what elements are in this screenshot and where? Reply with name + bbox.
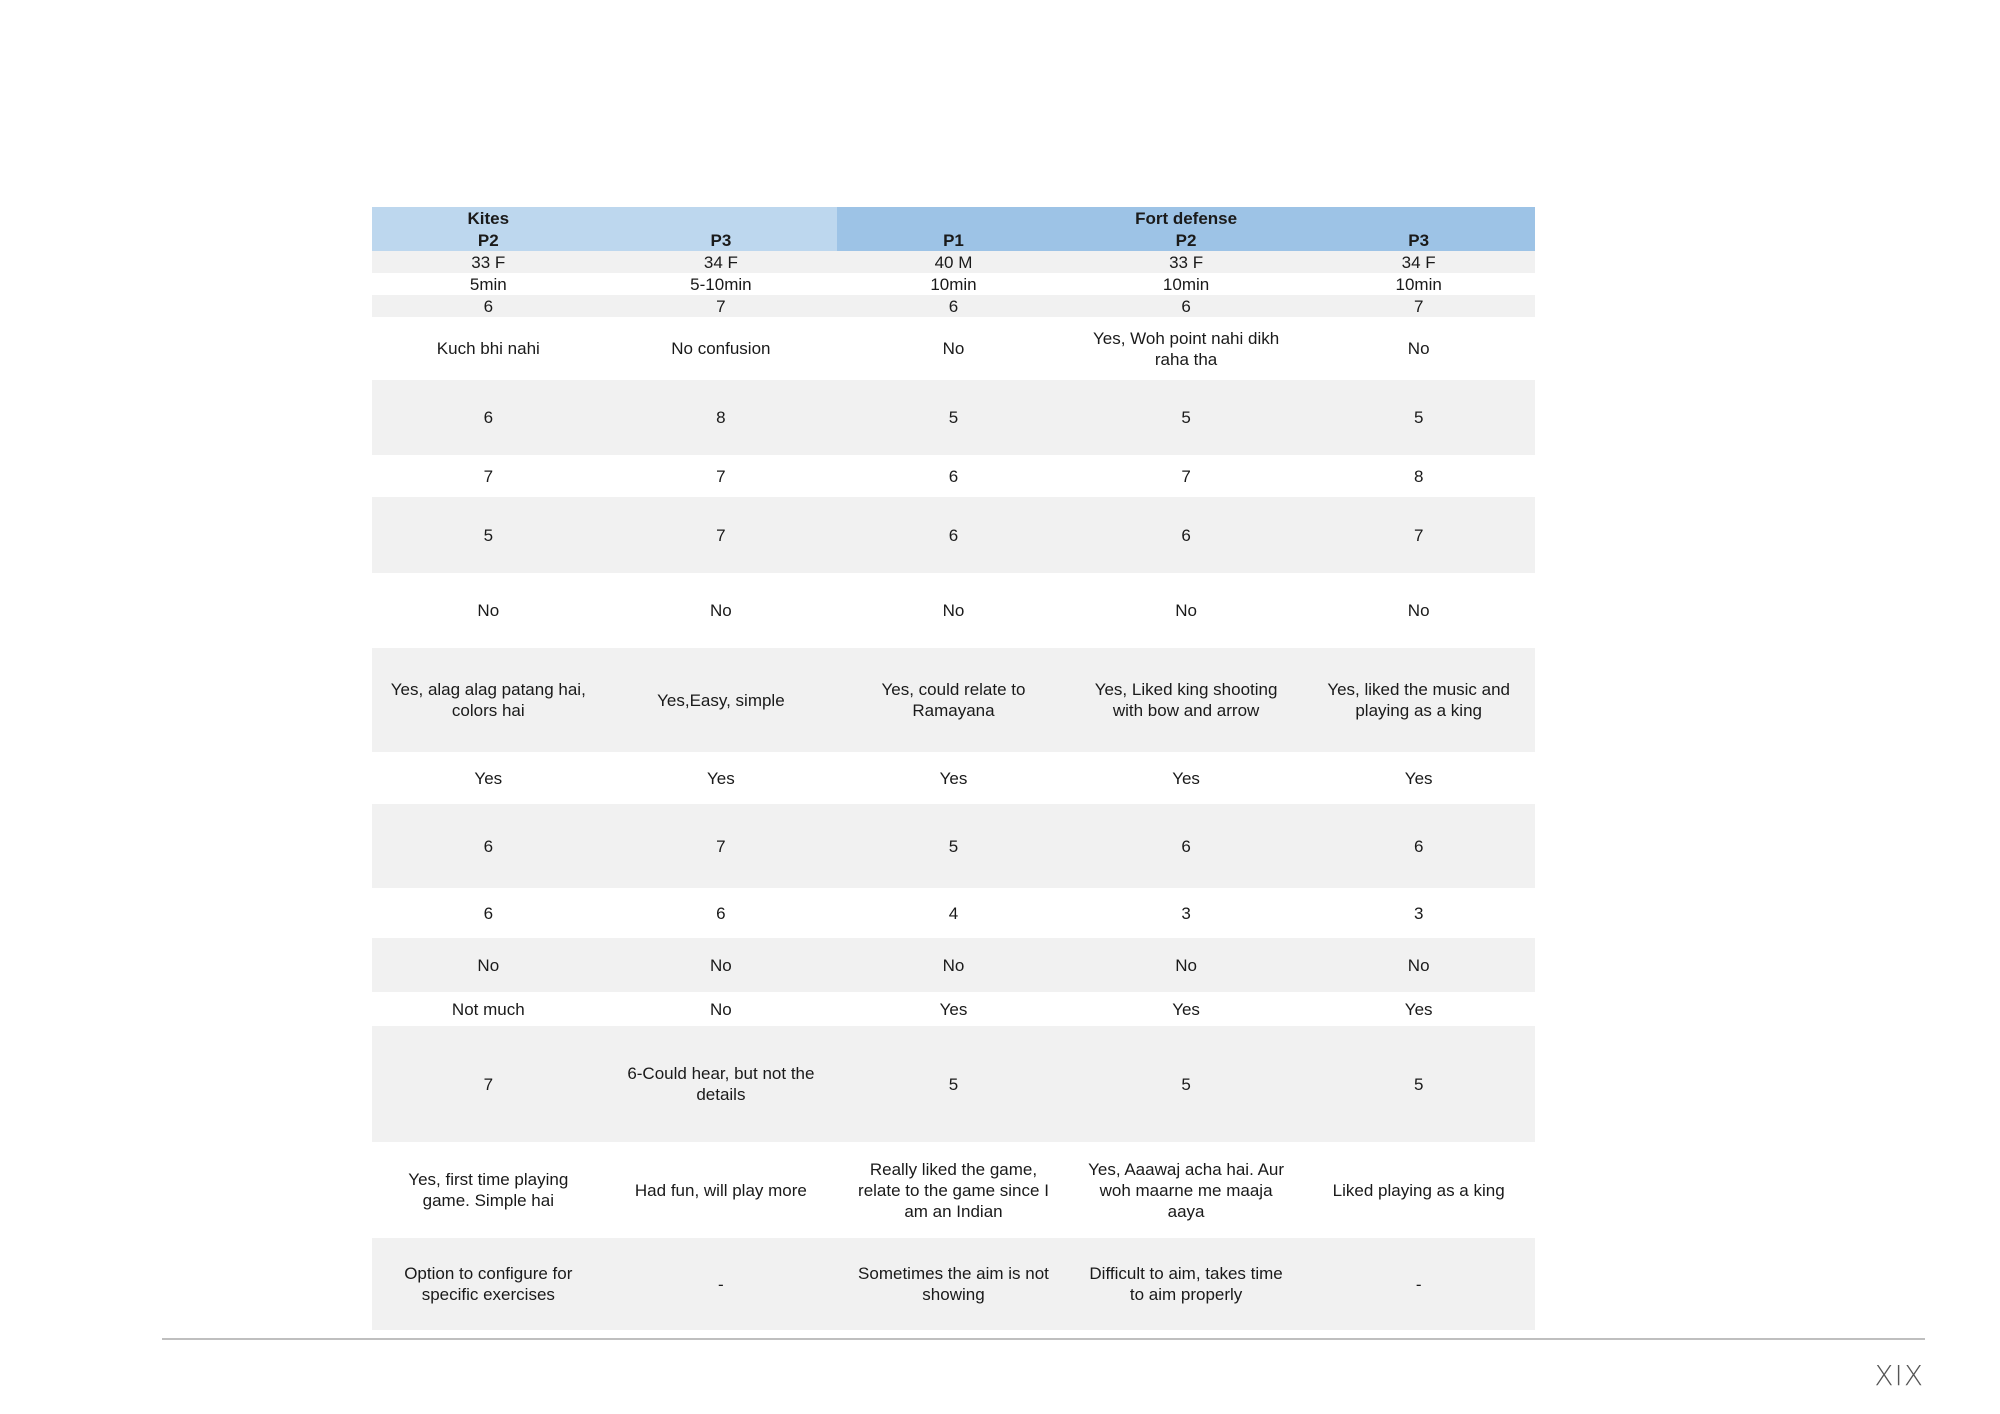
table-row — [372, 317, 1535, 380]
table-cell: No — [1175, 955, 1197, 975]
table-cell: Yes, liked the music and playing as a king — [1327, 680, 1511, 720]
table-cell: 6 — [948, 525, 959, 545]
table-row — [372, 1238, 1535, 1330]
table-cell: 7 — [716, 525, 726, 545]
table-row — [372, 273, 1535, 295]
table-row — [372, 888, 1535, 938]
table-cell: - — [718, 1274, 724, 1294]
table-cell: 33 F — [1169, 252, 1204, 272]
table-cell: 5 — [948, 1074, 959, 1094]
table-cell: 40 M — [934, 252, 973, 272]
footer-divider — [162, 1338, 1925, 1340]
table-cell: No — [1175, 601, 1197, 620]
table-cell: 6 — [483, 296, 494, 316]
group-header-row — [372, 207, 1535, 229]
table-cell: - — [1415, 1274, 1422, 1294]
table-cell: No — [710, 999, 732, 1019]
table-cell: 5 — [948, 836, 959, 856]
table-cell: 6 — [716, 903, 726, 923]
table-row — [372, 992, 1535, 1026]
table-cell: Yes, could relate to Ramayana — [881, 680, 1026, 720]
table-row — [372, 251, 1535, 273]
table-cell: 4 — [948, 903, 959, 923]
table-cell: 7 — [1413, 525, 1424, 545]
table-cell: No — [942, 339, 965, 358]
table-cell: 6 — [1181, 525, 1191, 545]
participant-header: P1 — [837, 229, 1070, 251]
table-cell: 7 — [483, 466, 494, 486]
table-cell: 5 — [1413, 408, 1424, 427]
table-row — [372, 938, 1535, 992]
table-cell: 6 — [948, 466, 959, 486]
table-cell: No confusion — [671, 339, 771, 358]
table-cell: 7 — [483, 1074, 494, 1094]
table-cell: Really liked the game, relate to the game since I am an Indian — [858, 1159, 1049, 1221]
table-cell: 6 — [483, 903, 494, 923]
page-number: XIX — [1874, 1359, 1924, 1392]
table-cell: No — [710, 601, 732, 620]
table-cell: Yes — [1172, 768, 1200, 788]
table-cell: 34 F — [703, 252, 738, 272]
table-cell: 5 — [948, 408, 959, 427]
table-cell: 5 — [1181, 408, 1191, 427]
table-cell: Kuch bhi nahi — [436, 339, 540, 358]
table-cell: No — [477, 955, 500, 975]
table-cell: No — [710, 955, 732, 975]
table-cell: Yes, first time playing game. Simple hai — [408, 1170, 569, 1210]
participant-header: P2 — [372, 229, 605, 251]
table-cell: 5 — [1181, 1074, 1191, 1094]
table-cell: 7 — [716, 296, 726, 316]
table-cell: 34 F — [1401, 252, 1436, 272]
table-row — [372, 1142, 1535, 1238]
table-cell: 5 — [1413, 1074, 1424, 1094]
table-cell: 6-Could hear, but not the details — [627, 1064, 815, 1104]
participant-header: P3 — [1302, 229, 1535, 251]
survey-table — [372, 207, 1535, 1330]
table-cell: 6 — [483, 836, 494, 856]
group-fort-defense-label: Fort defense — [1070, 207, 1303, 229]
table-cell: Yes — [939, 999, 968, 1019]
table-cell: 6 — [948, 296, 959, 316]
table-cell: Yes — [1404, 768, 1433, 788]
table-cell: No — [942, 601, 965, 620]
table-cell: Yes — [1172, 999, 1200, 1019]
table-cell: Yes — [1404, 999, 1433, 1019]
group-kites-fill — [605, 207, 838, 229]
participant-header: P2 — [1070, 229, 1303, 251]
table-cell: Yes, Woh point nahi dikh raha tha — [1092, 328, 1280, 369]
participant-header-row — [372, 229, 1535, 251]
table-cell: 6 — [483, 408, 494, 427]
table-cell: 10min — [1162, 274, 1210, 294]
table-cell: 6 — [1181, 296, 1191, 316]
table-row — [372, 1026, 1535, 1142]
table-cell: 5min — [469, 274, 507, 294]
group-kites-label: Kites — [372, 207, 605, 229]
table-cell: Yes — [707, 768, 735, 788]
table-cell: 6 — [1181, 836, 1191, 856]
table-cell: 3 — [1181, 903, 1191, 923]
table-cell: 7 — [716, 836, 726, 856]
table-row — [372, 573, 1535, 648]
table-cell: Yes, alag alag patang hai, colors hai — [390, 680, 586, 720]
table-cell: Not much — [451, 999, 525, 1019]
table-cell: 5-10min — [690, 274, 752, 294]
group-fort-fill — [1302, 207, 1535, 229]
group-fort-fill — [837, 207, 1070, 229]
table-cell: 7 — [1181, 466, 1191, 486]
table-cell: 3 — [1413, 903, 1424, 923]
table-cell: Yes — [474, 768, 503, 788]
table-cell: 10min — [930, 274, 977, 294]
table-row — [372, 295, 1535, 317]
table-cell: No — [1407, 601, 1430, 620]
table-cell: 7 — [716, 466, 726, 486]
table-cell: 8 — [716, 408, 726, 427]
table-cell: Yes — [939, 768, 968, 788]
table-cell: 10min — [1395, 274, 1442, 294]
table-cell: Yes,Easy, simple — [657, 690, 785, 710]
participant-header: P3 — [605, 229, 838, 251]
table-cell: Yes, Liked king shooting with bow and arrow — [1094, 680, 1278, 720]
table-cell: Option to configure for specific exercises — [404, 1264, 573, 1304]
table-cell: 6 — [1413, 836, 1424, 856]
table-cell: No — [1407, 339, 1430, 358]
table-row — [372, 380, 1535, 455]
table-cell: No — [477, 601, 500, 620]
table-cell: 7 — [1413, 296, 1424, 316]
table-row — [372, 752, 1535, 804]
table-cell: Difficult to aim, takes time to aim properly — [1089, 1264, 1283, 1304]
table-cell: 33 F — [471, 252, 506, 272]
table-row — [372, 455, 1535, 497]
table-cell: Had fun, will play more — [634, 1180, 807, 1200]
table-cell: Yes, Aaawaj acha hai. Aur woh maarne me maaja aaya — [1088, 1159, 1285, 1221]
table-cell: Liked playing as a king — [1332, 1180, 1505, 1200]
table-cell: No — [942, 955, 965, 975]
table-cell: Sometimes the aim is not showing — [858, 1264, 1049, 1304]
table-row — [372, 497, 1535, 573]
table-row — [372, 648, 1535, 752]
table-cell: 8 — [1413, 466, 1424, 486]
table-cell: 5 — [483, 525, 494, 545]
table-row — [372, 804, 1535, 888]
table-cell: No — [1407, 955, 1430, 975]
